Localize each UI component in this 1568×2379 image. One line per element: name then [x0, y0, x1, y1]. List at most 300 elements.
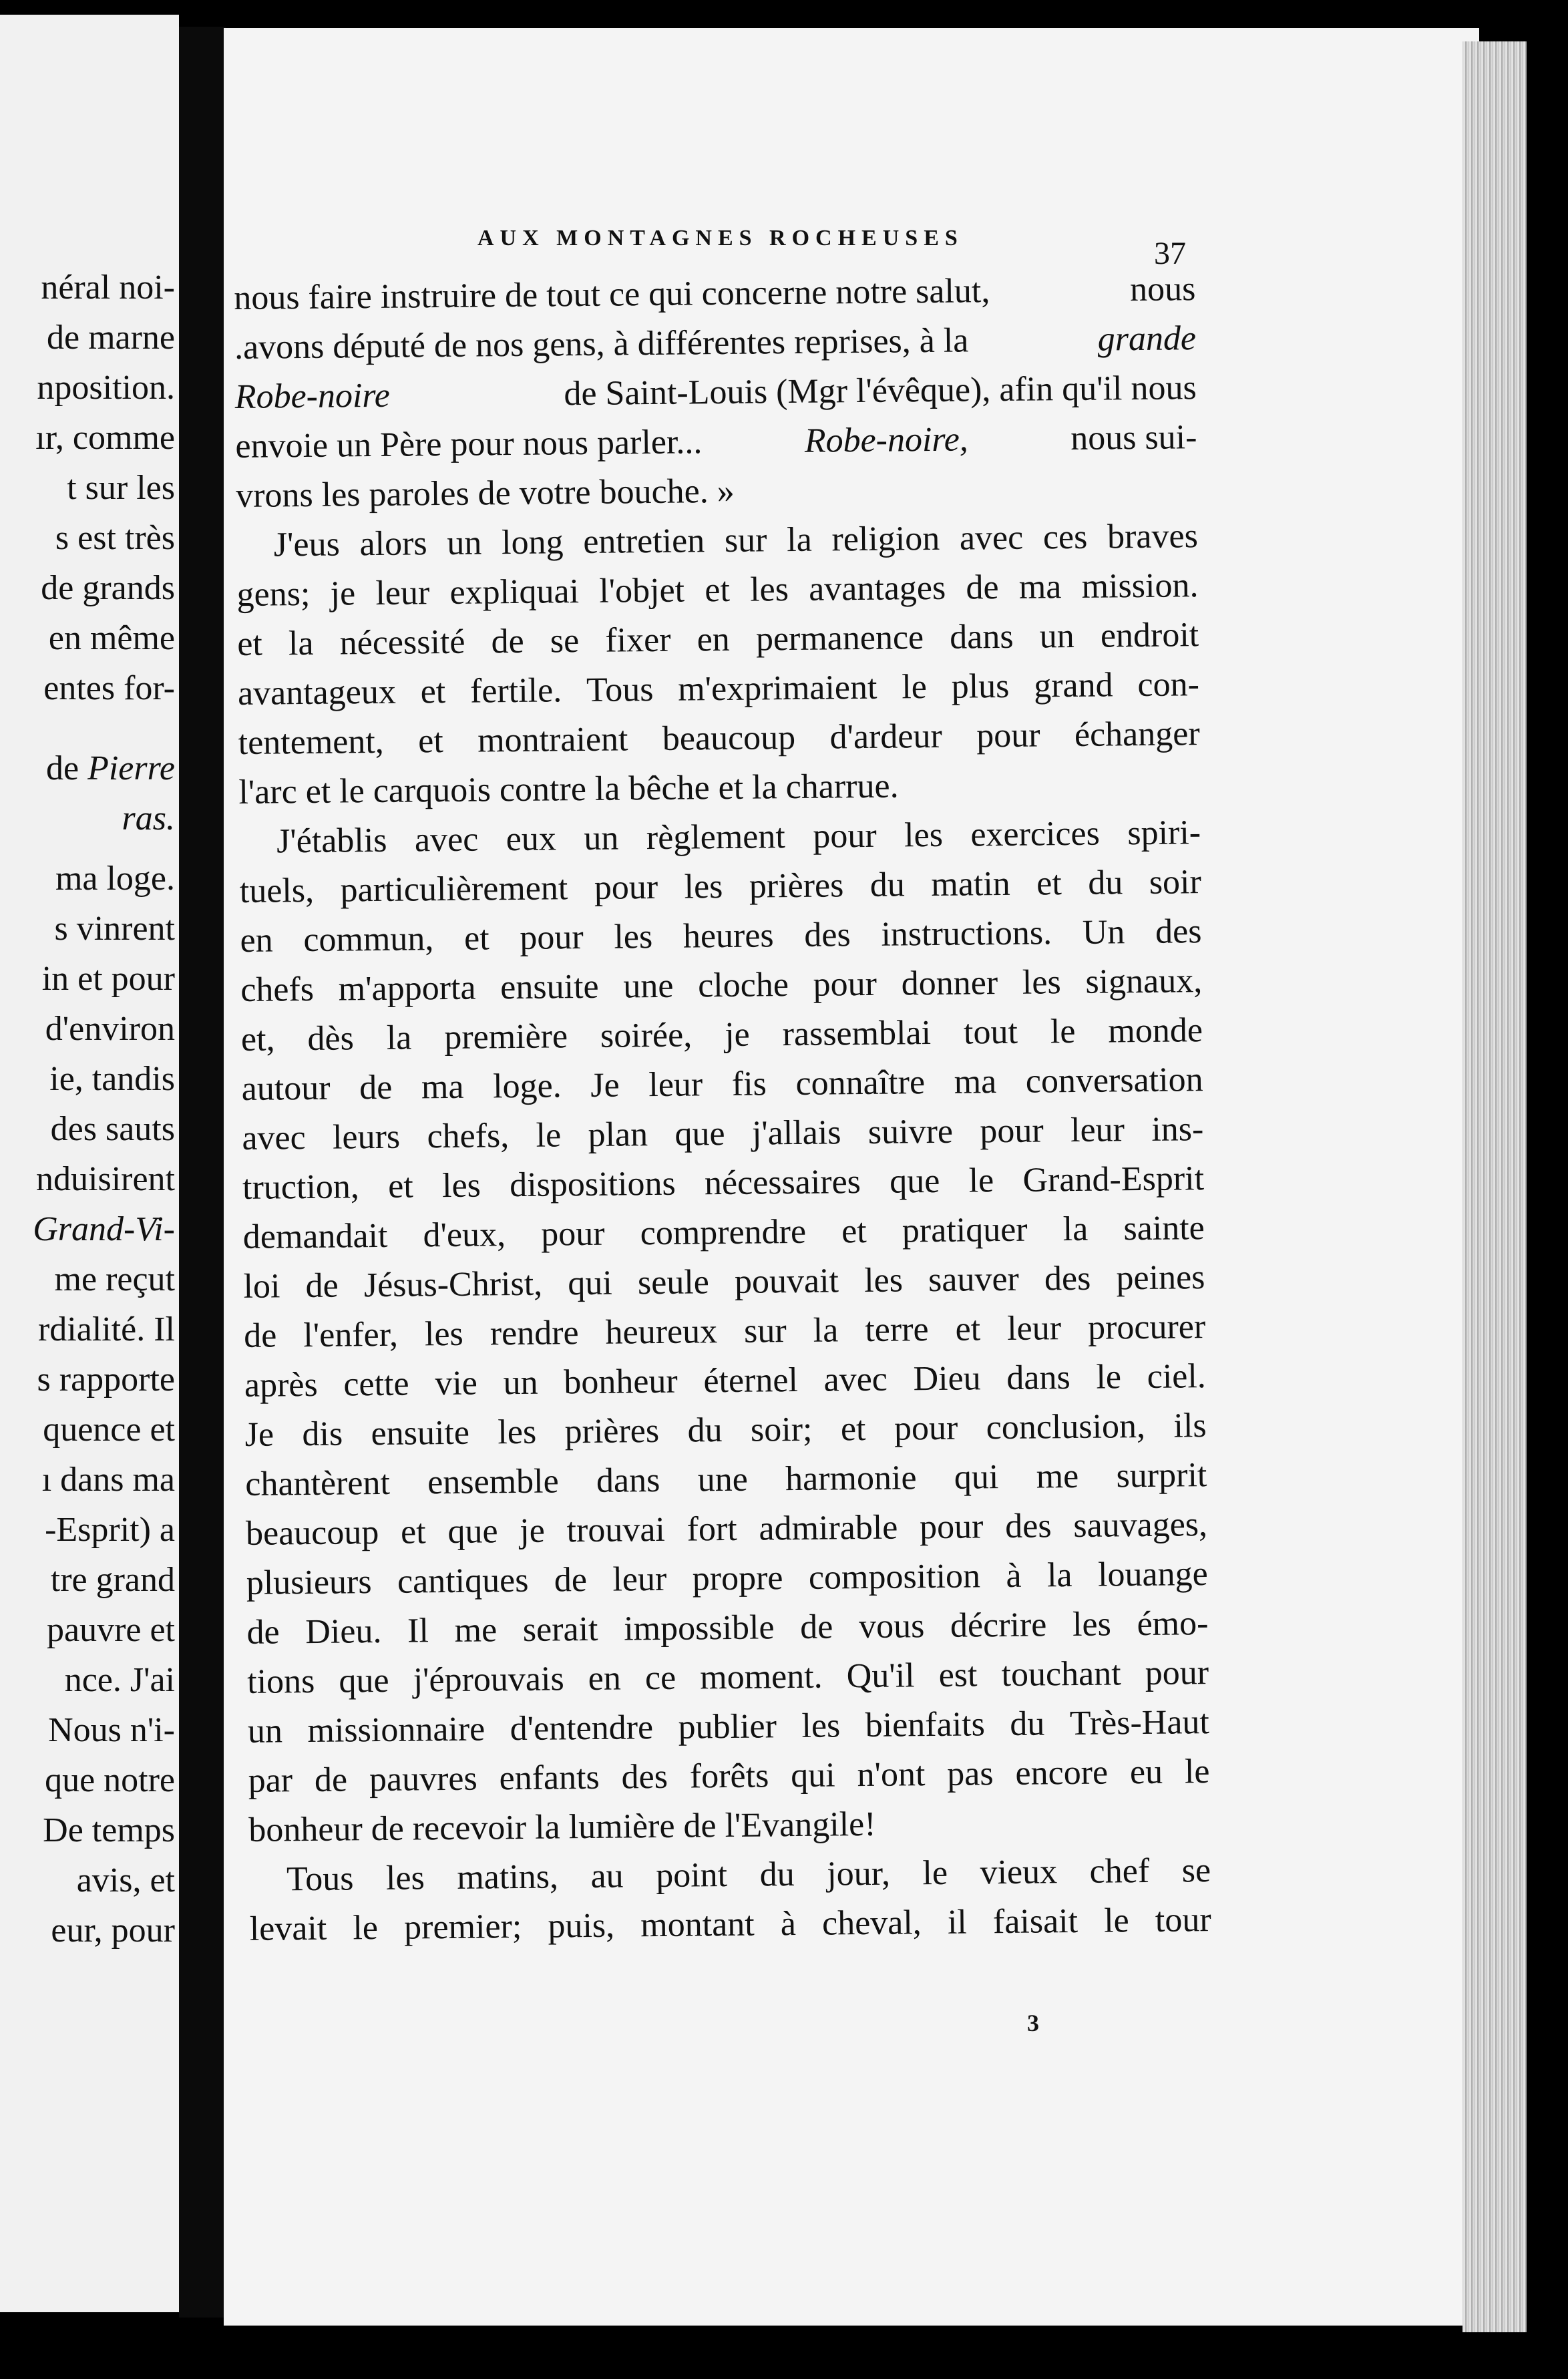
text-word: dans — [949, 617, 1014, 657]
text-word: pour — [919, 1507, 984, 1547]
text-word: bonheur — [564, 1362, 678, 1402]
text-word: avec — [823, 1360, 888, 1399]
text-line — [246, 1549, 1208, 1608]
text-segment: nous faire instruire de tout ce qui concerne notre salut, — [234, 272, 990, 317]
text-word: à — [1006, 1556, 1022, 1595]
text-word: sur — [743, 1312, 787, 1350]
text-word: éternel — [703, 1360, 799, 1401]
text-word: pour — [594, 868, 658, 907]
text-word: et, — [240, 1020, 275, 1059]
text-word: après — [244, 1365, 318, 1405]
text-line — [245, 1451, 1207, 1509]
text-segment: envoie un Père pour nous parler... — [235, 423, 703, 466]
text-word: chefs — [240, 970, 315, 1009]
text-segment: nous sui- — [1070, 418, 1197, 458]
text-word: de — [359, 1068, 393, 1107]
text-word: la — [1062, 1210, 1089, 1249]
text-word: rassemblai — [782, 1014, 932, 1054]
text-word: montant — [640, 1905, 755, 1945]
facing-page-line: entes for- — [43, 669, 175, 707]
text-segment: Robe-noire, — [804, 420, 969, 460]
text-word: puis, — [548, 1906, 615, 1946]
text-word: est — [938, 1656, 978, 1694]
text-word: le — [1050, 1012, 1076, 1051]
text-word: et — [420, 672, 446, 711]
facing-page-line: me reçut — [54, 1260, 175, 1298]
text-word: braves — [1107, 517, 1199, 556]
text-word: le — [1096, 1358, 1122, 1397]
text-word: conversation — [1025, 1061, 1203, 1101]
text-word: de — [799, 1608, 833, 1646]
text-word: grand — [1033, 666, 1113, 705]
text-word: leur — [375, 574, 430, 612]
text-word: beaucoup — [662, 718, 796, 758]
text-word: enfants — [499, 1758, 600, 1798]
text-word: de — [554, 1561, 588, 1600]
text-word: peines — [1116, 1258, 1205, 1298]
text-word: que — [674, 1114, 725, 1153]
text-word: leurs — [332, 1117, 401, 1157]
text-word: entretien — [583, 522, 705, 561]
text-word: les — [749, 570, 789, 609]
text-word: vie — [435, 1364, 478, 1403]
text-word: échanger — [1074, 715, 1200, 754]
text-word: terre — [865, 1310, 929, 1349]
text-word: que — [339, 1661, 389, 1700]
text-word: fertile. — [469, 671, 562, 711]
text-word: et — [705, 570, 731, 610]
text-line — [236, 561, 1199, 620]
text-word: les — [441, 1166, 481, 1206]
text-word: bienfaits — [865, 1705, 986, 1745]
book-gutter — [179, 27, 226, 2318]
text-word: j'éprouvais — [413, 1660, 564, 1700]
text-word: règlement — [646, 817, 786, 858]
text-word: avec — [414, 820, 479, 860]
text-line — [242, 1105, 1204, 1163]
text-word: fis — [731, 1065, 767, 1103]
text-word: m'apporta — [338, 968, 476, 1009]
text-word: l'objet — [599, 571, 685, 610]
text-word: cloche — [697, 966, 789, 1005]
text-line — [246, 1500, 1208, 1559]
text-word: du — [1010, 1704, 1045, 1743]
text-word: leur — [648, 1065, 703, 1105]
text-word: avec — [959, 518, 1024, 558]
text-line — [234, 264, 1196, 323]
text-word: con- — [1137, 665, 1200, 705]
facing-page-line: s est très — [55, 519, 175, 557]
facing-page-line: que notre — [45, 1761, 175, 1799]
text-word: tuels, — [239, 871, 315, 910]
text-word: d'ardeur — [829, 717, 943, 757]
text-word: les — [498, 1413, 537, 1452]
text-word: exercices — [970, 814, 1101, 854]
text-word: monde — [1108, 1011, 1203, 1051]
text-word: Très-Haut — [1069, 1703, 1210, 1743]
text-word: de — [305, 1266, 339, 1306]
facing-page-line: ie, tandis — [49, 1060, 175, 1098]
text-word: autour — [241, 1069, 331, 1108]
text-word: sainte — [1123, 1209, 1205, 1248]
text-line — [242, 1204, 1205, 1262]
text-word: encore — [1015, 1753, 1109, 1793]
text-word: le — [922, 1853, 948, 1893]
text-line — [244, 1352, 1207, 1411]
text-line — [244, 1401, 1207, 1460]
text-segment: l'arc et le carquois contre la bêche et la charrue. — [238, 767, 899, 811]
text-line — [235, 413, 1197, 472]
facing-page-line: in et pour — [41, 960, 175, 998]
text-word: jour, — [826, 1854, 891, 1893]
text-word: émo- — [1137, 1604, 1209, 1644]
text-word: et — [400, 1513, 426, 1551]
text-word: pour — [520, 918, 584, 957]
text-word: Tous — [286, 1859, 354, 1899]
text-word: commun, — [303, 920, 434, 960]
text-word: demandait — [242, 1216, 388, 1256]
facing-page-line: ır, comme — [35, 419, 175, 457]
text-word: vieux — [980, 1853, 1058, 1892]
text-word: ce — [644, 1658, 676, 1698]
text-line — [248, 1797, 1211, 1855]
text-word: leur — [1006, 1309, 1062, 1348]
text-word: missionnaire — [307, 1710, 485, 1751]
text-word: au — [590, 1857, 624, 1895]
facing-page-line: eur, pour — [51, 1911, 175, 1950]
running-head: AUX MONTAGNES ROCHEUSES — [477, 226, 964, 250]
text-word: du — [759, 1855, 795, 1894]
text-line — [238, 709, 1200, 768]
text-word: par — [248, 1761, 293, 1800]
text-word: et — [955, 1310, 981, 1348]
text-word: et — [840, 1409, 866, 1449]
text-word: dès — [307, 1019, 355, 1058]
text-word: nécessité — [339, 622, 465, 663]
text-word: tour — [1155, 1901, 1211, 1940]
text-word: heureux — [605, 1312, 718, 1352]
text-word: trouvai — [566, 1510, 666, 1550]
text-word: pauvres — [369, 1759, 477, 1799]
facing-page-line: de marne — [46, 319, 175, 357]
text-word: rendre — [489, 1314, 579, 1353]
text-word: eux — [506, 819, 557, 859]
text-word: J'établis — [276, 821, 387, 861]
text-word: le — [536, 1116, 562, 1155]
text-word: et — [387, 1167, 414, 1206]
text-word: la — [813, 1311, 839, 1350]
text-word: endroit — [1100, 616, 1199, 655]
text-word: forêts — [689, 1757, 769, 1796]
text-word: instructions. — [881, 914, 1052, 954]
text-word: sauver — [928, 1260, 1020, 1300]
facing-page-line: nce. J'ai — [64, 1661, 175, 1699]
text-word: comprendre — [640, 1212, 807, 1253]
text-word: avantageux — [237, 673, 397, 713]
text-line — [234, 363, 1197, 422]
text-word: du — [687, 1411, 723, 1450]
facing-page-line: nposition. — [37, 369, 175, 407]
text-word: prières — [749, 866, 844, 906]
text-word: Dieu — [913, 1359, 981, 1399]
text-word: les — [1022, 963, 1061, 1002]
text-line — [237, 610, 1199, 669]
text-word: louange — [1097, 1555, 1208, 1594]
text-word: fort — [687, 1509, 737, 1549]
text-word: en — [240, 921, 273, 960]
text-word: le — [1103, 1901, 1129, 1940]
text-word: cantiques — [397, 1561, 529, 1601]
text-line — [238, 759, 1201, 817]
text-line — [236, 462, 1198, 521]
text-word: chef — [1089, 1851, 1150, 1891]
text-word: sur — [724, 521, 767, 560]
text-word: ces — [1042, 518, 1088, 557]
text-word: l'enfer, — [303, 1315, 399, 1355]
text-word: beaucoup — [245, 1513, 379, 1553]
text-word: point — [655, 1856, 728, 1895]
text-word: leur — [612, 1560, 667, 1599]
text-word: cette — [343, 1364, 409, 1404]
signature-mark: 3 — [1027, 2010, 1039, 2036]
text-word: et — [237, 624, 263, 663]
text-line — [239, 808, 1201, 867]
text-word: avec — [242, 1119, 306, 1157]
text-word: pouvait — [734, 1262, 839, 1301]
text-word: permanence — [755, 618, 924, 659]
text-line — [248, 1747, 1210, 1806]
text-word: dans — [1006, 1358, 1070, 1397]
text-word: me — [1036, 1457, 1079, 1496]
text-word: suivre — [867, 1112, 954, 1151]
text-word: qui — [954, 1458, 999, 1497]
text-word: impossible — [623, 1608, 775, 1648]
page-edges — [1462, 41, 1527, 2332]
text-word: de — [314, 1761, 348, 1799]
facing-page-line: des sauts — [50, 1110, 175, 1148]
text-word: plan — [588, 1115, 648, 1154]
text-word: je — [724, 1015, 750, 1054]
text-word: expliquai — [449, 572, 580, 612]
text-word: la — [386, 1019, 412, 1057]
text-line — [240, 858, 1202, 916]
text-word: ils — [1173, 1407, 1207, 1445]
facing-page-line: nduisirent — [36, 1160, 175, 1198]
text-word: harmonie — [785, 1459, 917, 1499]
text-word: les — [1072, 1605, 1112, 1644]
text-word: un — [503, 1363, 538, 1403]
text-word: ma — [954, 1063, 997, 1101]
text-line — [240, 907, 1202, 966]
text-word: fixer — [605, 620, 671, 660]
text-line — [241, 1055, 1203, 1114]
text-word: nécessaires — [704, 1163, 861, 1203]
text-word: pour — [540, 1214, 605, 1254]
text-word: les — [385, 1859, 425, 1897]
text-word: pratiquer — [902, 1210, 1028, 1250]
facing-page-line: Grand-Vi- — [33, 1210, 175, 1248]
text-line — [238, 660, 1200, 719]
text-word: il — [947, 1903, 968, 1942]
text-word: alors — [359, 524, 427, 564]
text-word: levait — [249, 1909, 327, 1948]
text-word: Dieu. — [305, 1612, 382, 1652]
facing-page-line: ras. — [122, 799, 175, 838]
text-word: un — [447, 524, 482, 562]
text-line — [249, 1846, 1211, 1905]
text-word: pour — [1145, 1654, 1209, 1692]
text-word: tions — [246, 1662, 315, 1701]
text-word: et — [417, 722, 444, 761]
text-word: les — [863, 1261, 904, 1300]
text-word: Tous — [586, 670, 654, 709]
facing-page-line: s rapporte — [37, 1360, 175, 1399]
text-word: pour — [976, 716, 1040, 755]
text-segment: nous — [1129, 270, 1196, 309]
text-line — [244, 1302, 1206, 1361]
text-word: vous — [858, 1607, 925, 1646]
text-word: j'allais — [751, 1113, 841, 1153]
text-word: les — [904, 815, 944, 855]
text-word: ma — [1018, 568, 1062, 606]
facing-page-line: tre grand — [50, 1561, 175, 1599]
text-word: seule — [637, 1263, 710, 1302]
text-line — [249, 1895, 1211, 1954]
text-line — [247, 1648, 1209, 1707]
text-word: qui — [790, 1756, 835, 1795]
text-segment: Robe-noire — [234, 376, 391, 416]
text-word: dispositions — [509, 1164, 676, 1205]
text-line — [236, 512, 1199, 570]
text-word: particulièrement — [340, 869, 568, 910]
text-word: dis — [302, 1415, 343, 1454]
text-word: le — [1184, 1753, 1210, 1791]
text-word: d'eux, — [423, 1216, 506, 1255]
text-segment: grande — [1097, 319, 1197, 359]
text-word: mission. — [1081, 566, 1199, 606]
text-word: une — [697, 1460, 749, 1499]
text-word: tentement, — [238, 722, 385, 762]
text-word: chantèrent — [245, 1463, 391, 1503]
text-word: et — [1036, 864, 1062, 903]
text-word: propre — [692, 1559, 783, 1598]
text-word: la — [786, 520, 813, 560]
text-word: première — [444, 1017, 568, 1057]
facing-page-fragment — [0, 15, 179, 2312]
text-word: connaître — [795, 1063, 926, 1103]
text-word: les — [801, 1706, 841, 1745]
text-word: je — [519, 1511, 546, 1550]
text-word: chefs, — [427, 1117, 510, 1156]
text-line — [243, 1253, 1205, 1312]
text-word: matin — [931, 864, 1011, 904]
text-word: se — [1181, 1851, 1211, 1890]
text-word: spiri- — [1127, 813, 1201, 853]
text-word: soir; — [750, 1410, 813, 1449]
text-word: ma — [421, 1067, 464, 1107]
text-word: prières — [564, 1411, 660, 1451]
text-word: ciel. — [1147, 1357, 1207, 1396]
text-word: en — [588, 1659, 622, 1698]
text-word: les — [684, 868, 723, 906]
facing-page-line: ı dans ma — [41, 1461, 175, 1499]
text-word: ins- — [1151, 1110, 1204, 1149]
text-word: pour — [894, 1409, 958, 1448]
text-word: un — [584, 819, 619, 858]
text-word: heures — [682, 916, 774, 956]
text-word: la — [288, 624, 314, 663]
facing-page-line: en même — [48, 619, 175, 657]
text-line — [246, 1599, 1209, 1658]
text-word: décrire — [950, 1606, 1047, 1645]
text-segment: vrons les paroles de votre bouche. » — [235, 472, 735, 515]
text-word: religion — [831, 519, 940, 559]
text-word: en — [697, 620, 731, 659]
text-line — [242, 1154, 1205, 1213]
text-word: ensemble — [427, 1462, 559, 1502]
text-word: n'ont — [857, 1755, 926, 1795]
text-word: loge. — [492, 1067, 562, 1106]
text-word: du — [869, 866, 906, 904]
text-word: se — [550, 622, 580, 661]
text-word: avantages — [808, 568, 946, 608]
text-word: soirée, — [600, 1016, 693, 1055]
text-word: Qu'il — [846, 1656, 915, 1696]
text-word: le — [902, 668, 928, 707]
text-word: pour — [980, 1111, 1044, 1151]
text-word: une — [623, 966, 674, 1006]
facing-page-line: de Pierre — [45, 749, 175, 787]
text-word: surprit — [1116, 1456, 1207, 1495]
facing-page-line: t sur les — [67, 469, 175, 507]
text-word: long — [501, 523, 564, 562]
text-word: le — [353, 1909, 379, 1948]
text-word: des — [1004, 1507, 1052, 1545]
text-word: me — [454, 1611, 498, 1650]
text-word: ensuite — [500, 967, 599, 1007]
page-number: 37 — [1154, 236, 1186, 271]
text-word: gens; — [236, 574, 311, 614]
text-word: les — [424, 1314, 464, 1354]
text-word: de — [246, 1613, 280, 1652]
facing-page-line: néral noi- — [41, 268, 175, 307]
text-word: Je — [590, 1066, 620, 1105]
text-word: des — [621, 1757, 668, 1797]
text-word: faisait — [992, 1901, 1079, 1942]
text-word: serait — [522, 1610, 598, 1649]
text-segment: .avons député de nos gens, à différentes reprises, à la — [234, 321, 969, 367]
text-word: pour — [813, 816, 877, 856]
text-word: donner — [901, 964, 998, 1003]
text-word: qui — [568, 1264, 613, 1303]
text-word: moment. — [699, 1657, 823, 1697]
text-line — [248, 1698, 1210, 1757]
text-word: à — [780, 1905, 797, 1944]
text-word: Jésus-Christ, — [363, 1264, 543, 1305]
text-word: loi — [243, 1267, 280, 1306]
text-word: plusieurs — [246, 1563, 372, 1602]
text-word: que — [447, 1512, 498, 1551]
text-word: sauvages, — [1073, 1505, 1208, 1545]
text-word: conclusion, — [986, 1407, 1146, 1447]
facing-page-line: quence et — [43, 1411, 175, 1449]
text-word: pour — [813, 964, 877, 1004]
text-word: Un — [1082, 913, 1125, 952]
text-word: montraient — [477, 720, 628, 760]
facing-page-line: de grands — [41, 569, 175, 607]
text-word: composition — [808, 1557, 981, 1597]
text-word: le — [968, 1161, 994, 1200]
